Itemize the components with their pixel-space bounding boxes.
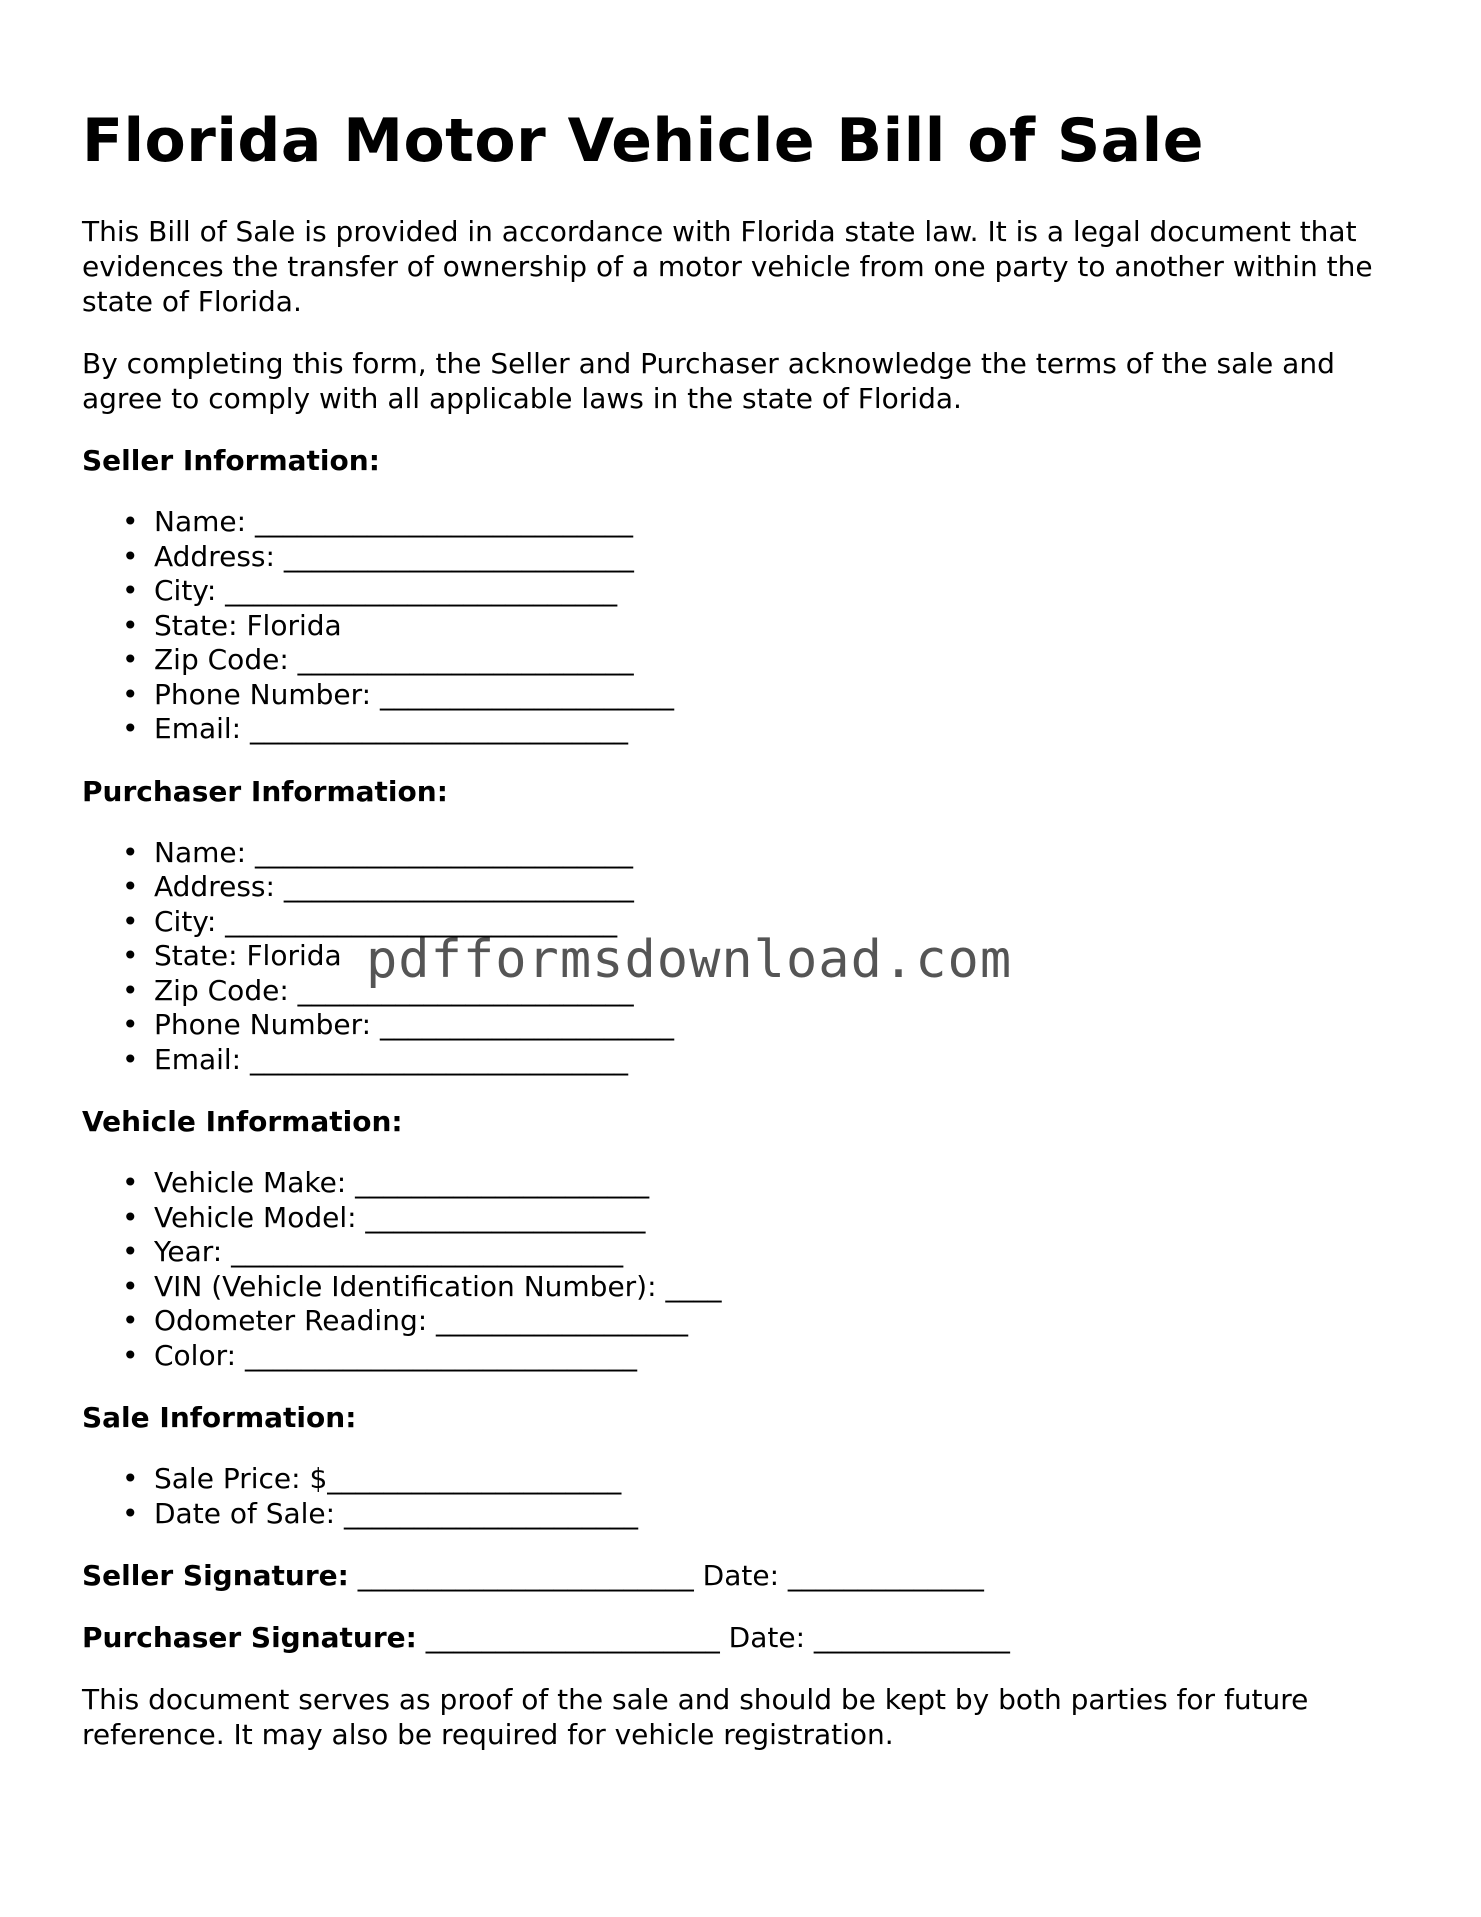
intro-paragraph-1: This Bill of Sale is provided in accordance with Florida state law. It is a legal document that evidences the transfer of ownership of a motor vehicle from one party to another within the state of Florida. bbox=[82, 215, 1373, 318]
sale-list bbox=[82, 1462, 1402, 1531]
vehicle-model-field: • Vehicle Model: ____________________ bbox=[154, 1201, 1402, 1236]
seller-list bbox=[82, 505, 1402, 747]
seller-city-field: • City: ____________________________ bbox=[154, 574, 1402, 609]
sale-heading: Sale Information: bbox=[82, 1401, 357, 1434]
seller-state-field: • State: Florida bbox=[154, 609, 1402, 644]
purchaser-address-field: • Address: _________________________ bbox=[154, 870, 1402, 905]
seller-signature-line bbox=[82, 1558, 1402, 1593]
sale-price-field: • Sale Price: $_____________________ bbox=[154, 1462, 1402, 1497]
watermark-text: pdfformsdownload.com bbox=[366, 930, 1013, 990]
seller-signature-blank: ________________________ Date: ______________ bbox=[348, 1559, 984, 1592]
intro-paragraph-2: By completing this form, the Seller and Purchaser acknowledge the terms of the sale and agree to comply with all applicable laws in the state of Florida. bbox=[82, 347, 1335, 415]
seller-heading: Seller Information: bbox=[82, 444, 380, 477]
vehicle-heading: Vehicle Information: bbox=[82, 1105, 403, 1138]
purchaser-state-field: • State: Florida bbox=[154, 939, 1402, 974]
seller-zip-field: • Zip Code: ________________________ bbox=[154, 643, 1402, 678]
purchaser-email-field: • Email: ___________________________ bbox=[154, 1043, 1402, 1078]
document-title: Florida Motor Vehicle Bill of Sale bbox=[82, 106, 1204, 176]
closing-paragraph: This document serves as proof of the sale and should be kept by both parties for future reference. It may also be required for vehicle registration. bbox=[82, 1683, 1309, 1751]
purchaser-signature-line bbox=[82, 1620, 1402, 1655]
vehicle-year-field: • Year: ____________________________ bbox=[154, 1235, 1402, 1270]
seller-name-field: • Name: ___________________________ bbox=[154, 505, 1402, 540]
vehicle-make-field: • Vehicle Make: _____________________ bbox=[154, 1166, 1402, 1201]
vehicle-vin-field: • VIN (Vehicle Identification Number): ____ bbox=[154, 1270, 1402, 1305]
purchaser-signature-blank: _____________________ Date: ______________ bbox=[416, 1621, 1010, 1654]
purchaser-name-field: • Name: ___________________________ bbox=[154, 836, 1402, 871]
seller-address-field: • Address: _________________________ bbox=[154, 540, 1402, 575]
vehicle-color-field: • Color: ____________________________ bbox=[154, 1339, 1402, 1374]
purchaser-phone-field: • Phone Number: _____________________ bbox=[154, 1008, 1402, 1043]
seller-phone-field: • Phone Number: _____________________ bbox=[154, 678, 1402, 713]
document-content bbox=[82, 98, 1402, 1752]
purchaser-city-field: • City: ____________________________ bbox=[154, 905, 1402, 940]
seller-signature-label: Seller Signature: bbox=[82, 1559, 349, 1592]
purchaser-heading: Purchaser Information: bbox=[82, 774, 448, 808]
sale-date-field: • Date of Sale: _____________________ bbox=[154, 1497, 1402, 1532]
vehicle-list bbox=[82, 1166, 1402, 1373]
purchaser-zip-field: • Zip Code: ________________________ bbox=[154, 974, 1402, 1009]
purchaser-signature-label: Purchaser Signature: bbox=[82, 1621, 417, 1654]
seller-email-field: • Email: ___________________________ bbox=[154, 712, 1402, 747]
vehicle-odometer-field: • Odometer Reading: __________________ bbox=[154, 1304, 1402, 1339]
